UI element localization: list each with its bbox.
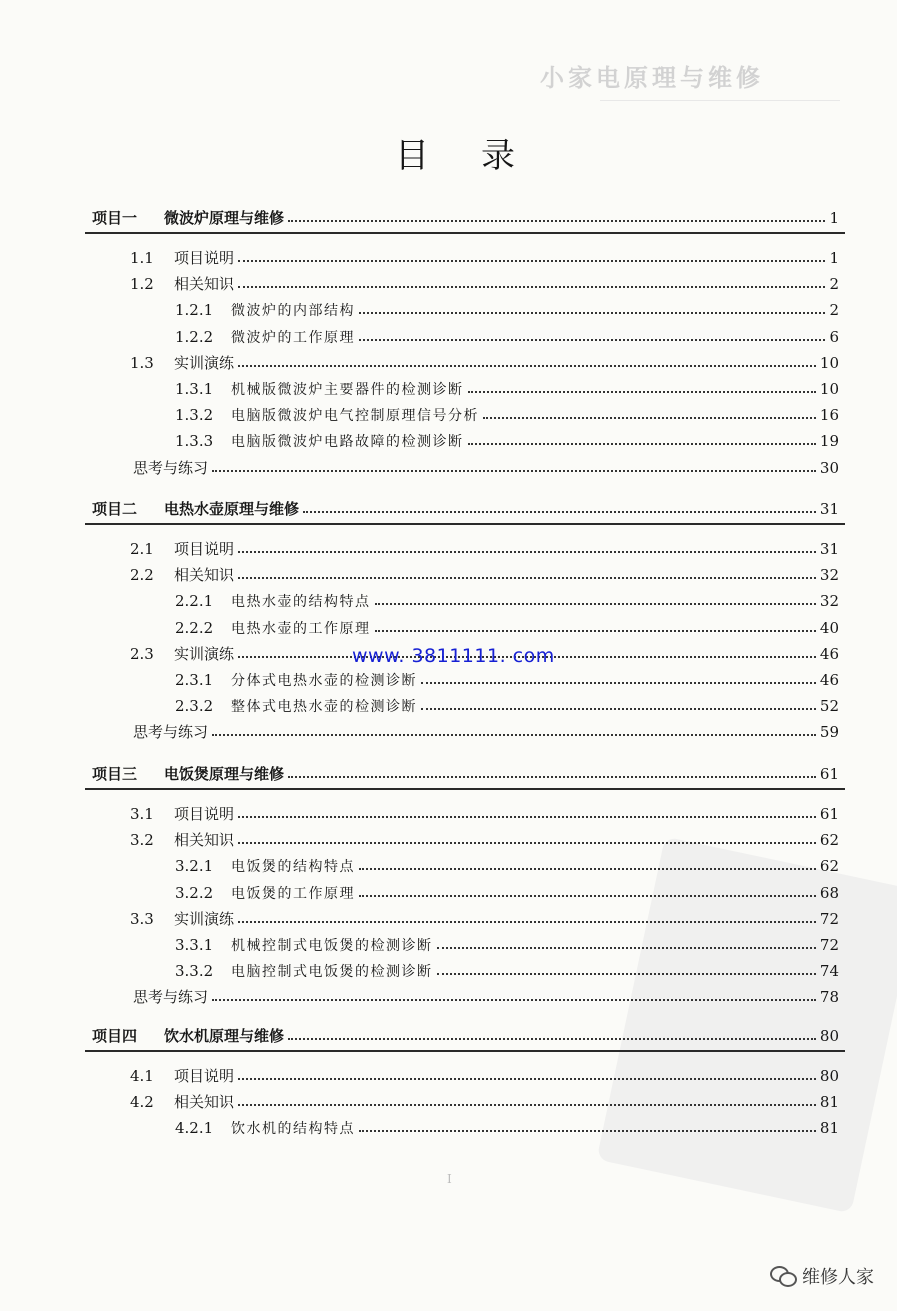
toc-number: 2.2.2	[175, 618, 214, 637]
toc-label	[133, 721, 208, 743]
toc-title: 思考与练习	[133, 723, 209, 742]
toc-label	[92, 207, 284, 229]
toc-section[interactable]	[0, 247, 897, 269]
toc-label	[130, 908, 234, 930]
toc-subsection[interactable]	[0, 934, 897, 956]
toc-number: 3.3.2	[175, 962, 214, 981]
toc-leader-dots	[238, 1078, 816, 1080]
toc-label	[175, 590, 371, 613]
toc-title: 饮水机的结构特点	[231, 1121, 355, 1138]
toc-page-number: 61	[819, 805, 839, 823]
toc-section[interactable]	[0, 564, 897, 586]
toc-page-number: 81	[819, 1093, 839, 1112]
toc-leader-dots	[212, 470, 816, 472]
toc-page-number: 80	[819, 1027, 839, 1045]
toc-project[interactable]	[0, 498, 897, 520]
toc-number: 项目四	[92, 1027, 138, 1045]
toc-title: 整体式电热水壶的检测诊断	[231, 699, 417, 716]
toc-title: 电热水壶的工作原理	[231, 620, 371, 637]
toc-number: 3.3.1	[175, 936, 214, 954]
toc-page-number: 61	[819, 765, 839, 783]
toc-number: 项目一	[92, 209, 138, 227]
toc-page-number: 59	[819, 723, 839, 742]
toc-number: 1.3.2	[175, 406, 214, 425]
toc-label	[130, 643, 234, 665]
toc-label	[92, 498, 299, 520]
toc-number: 3.3	[130, 909, 154, 928]
toc-title: 实训演练	[174, 909, 235, 928]
toc-exercise[interactable]	[0, 721, 897, 743]
toc-leader-dots	[288, 220, 825, 222]
toc-number: 3.2.1	[175, 857, 214, 876]
bleed-through-header: 小家电原理与维修	[540, 64, 764, 92]
page-title: 目录	[395, 136, 567, 176]
toc-page-number: 32	[819, 592, 839, 611]
toc-title: 相关知识	[174, 1093, 235, 1112]
toc-leader-dots	[212, 734, 816, 736]
toc-leader-dots	[468, 443, 816, 445]
toc-title: 相关知识	[174, 275, 235, 294]
toc-leader-dots	[359, 1130, 816, 1132]
toc-label	[175, 404, 479, 427]
toc-title: 项目说明	[174, 249, 235, 267]
toc-project[interactable]	[0, 1025, 897, 1047]
toc-leader-dots	[483, 417, 816, 419]
toc-title: 微波炉原理与维修	[164, 209, 285, 227]
toc-page-number: 74	[819, 962, 839, 981]
project-divider	[85, 788, 845, 790]
toc-number: 3.1	[130, 805, 154, 823]
toc-number: 2.3.2	[175, 697, 214, 716]
toc-label	[175, 299, 355, 322]
toc-page-number: 78	[819, 988, 839, 1007]
toc-label	[130, 247, 234, 269]
toc-page-number: 62	[819, 857, 839, 876]
toc-leader-dots	[238, 816, 816, 818]
toc-page-number: 1	[829, 249, 839, 267]
toc-label	[130, 273, 234, 295]
toc-label	[130, 1065, 234, 1087]
toc-title: 项目说明	[174, 805, 235, 823]
toc-label	[175, 695, 417, 718]
toc-title: 微波炉的内部结构	[231, 303, 355, 320]
wechat-icon	[770, 1266, 796, 1286]
toc-page-number: 6	[829, 327, 839, 346]
toc-title: 项目说明	[174, 1067, 235, 1085]
toc-leader-dots	[468, 391, 816, 393]
wechat-watermark	[770, 1263, 874, 1289]
toc-number: 1.3.3	[175, 432, 214, 451]
toc-page-number: 81	[819, 1119, 839, 1138]
toc-page-number: 1	[829, 209, 839, 227]
toc-page-number: 10	[819, 380, 839, 398]
toc-section[interactable]	[0, 908, 897, 930]
toc-section[interactable]	[0, 1065, 897, 1087]
toc-title: 电饭煲的工作原理	[231, 885, 355, 902]
toc-label	[92, 763, 284, 785]
toc-page-number: 10	[819, 353, 839, 372]
toc-label	[175, 855, 355, 878]
toc-subsection[interactable]	[0, 695, 897, 717]
toc-label	[133, 457, 208, 479]
toc-number: 项目三	[92, 765, 138, 783]
toc-leader-dots	[421, 682, 816, 684]
toc-page-number: 72	[819, 909, 839, 928]
toc-title: 电饭煲原理与维修	[164, 765, 285, 783]
toc-label	[175, 378, 464, 401]
toc-project[interactable]	[0, 763, 897, 785]
toc-title: 相关知识	[174, 831, 235, 850]
toc-page-number: 2	[829, 301, 839, 320]
toc-label	[133, 986, 208, 1008]
toc-label	[130, 538, 234, 560]
toc-section[interactable]	[0, 273, 897, 295]
toc-subsection[interactable]	[0, 617, 897, 639]
toc-label	[130, 803, 234, 825]
toc-label	[175, 882, 355, 905]
toc-title: 相关知识	[174, 566, 235, 585]
toc-label	[175, 326, 355, 349]
toc-number: 2.2	[130, 566, 154, 585]
toc-label	[175, 430, 464, 453]
wechat-label: 维修人家	[802, 1267, 874, 1288]
toc-page-number: 31	[819, 540, 839, 558]
toc-label	[175, 960, 433, 983]
toc-number: 1.2.1	[175, 301, 214, 320]
toc-title: 电饭煲的结构特点	[231, 859, 355, 876]
toc-label	[92, 1025, 284, 1047]
toc-page-number: 52	[819, 697, 839, 716]
toc-number: 4.2	[130, 1093, 154, 1112]
toc-title: 电热水壶原理与维修	[164, 500, 300, 518]
toc-page-number: 72	[819, 936, 839, 954]
toc-number: 1.3.1	[175, 380, 214, 398]
toc-number: 1.3	[130, 353, 154, 372]
toc-leader-dots	[238, 551, 816, 553]
toc-number: 1.2.2	[175, 327, 214, 346]
toc-leader-dots	[359, 895, 816, 897]
toc-leader-dots	[238, 260, 825, 262]
toc-number: 3.2.2	[175, 883, 214, 902]
toc-leader-dots	[238, 1104, 816, 1106]
toc-subsection[interactable]	[0, 378, 897, 400]
toc-subsection[interactable]	[0, 299, 897, 321]
toc-number: 2.1	[130, 540, 154, 558]
toc-page-number: 32	[819, 566, 839, 585]
project-divider	[85, 523, 845, 525]
toc-number: 3.2	[130, 831, 154, 850]
toc-leader-dots	[359, 868, 816, 870]
toc-number: 2.2.1	[175, 592, 214, 611]
toc-subsection[interactable]	[0, 669, 897, 691]
toc-label	[175, 669, 417, 692]
toc-number: 4.2.1	[175, 1119, 214, 1138]
toc-leader-dots	[238, 286, 825, 288]
toc-leader-dots	[212, 999, 816, 1001]
toc-page-number: 80	[819, 1067, 839, 1085]
toc-title: 饮水机原理与维修	[164, 1027, 285, 1045]
toc-leader-dots	[437, 973, 816, 975]
toc-label	[130, 564, 234, 586]
toc-title: 电热水壶的结构特点	[231, 594, 371, 611]
toc-subsection[interactable]	[0, 590, 897, 612]
toc-subsection[interactable]	[0, 326, 897, 348]
toc-number: 1.2	[130, 275, 154, 294]
toc-page-number: 62	[819, 831, 839, 850]
toc-exercise[interactable]	[0, 986, 897, 1008]
toc-leader-dots	[359, 339, 825, 341]
toc-section[interactable]	[0, 538, 897, 560]
toc-subsection[interactable]	[0, 404, 897, 426]
toc-leader-dots	[238, 577, 816, 579]
toc-exercise[interactable]	[0, 457, 897, 479]
toc-page-number: 31	[819, 500, 839, 518]
toc-number: 2.3.1	[175, 671, 214, 689]
toc-subsection[interactable]	[0, 855, 897, 877]
toc-label	[175, 1117, 355, 1140]
toc-leader-dots	[375, 603, 816, 605]
toc-page-number: 40	[819, 618, 839, 637]
toc-leader-dots	[238, 921, 816, 923]
toc-project[interactable]	[0, 207, 897, 229]
toc-title: 机械版微波炉主要器件的检测诊断	[231, 382, 464, 398]
toc-title: 思考与练习	[133, 458, 209, 477]
toc-page-number: 68	[819, 883, 839, 902]
toc-number: 1.1	[130, 249, 154, 267]
toc-title: 项目说明	[174, 540, 235, 558]
toc-title: 电脑控制式电饭煲的检测诊断	[231, 964, 433, 981]
toc-title: 思考与练习	[133, 988, 209, 1007]
project-divider	[85, 232, 845, 234]
toc-page-number: 46	[819, 644, 839, 663]
toc-title: 实训演练	[174, 353, 235, 372]
toc-section[interactable]	[0, 1091, 897, 1113]
toc-title: 机械控制式电饭煲的检测诊断	[231, 938, 433, 954]
page-number: I	[447, 1172, 452, 1186]
toc-label	[175, 617, 371, 640]
toc-page-number: 2	[829, 275, 839, 294]
toc-subsection[interactable]	[0, 430, 897, 452]
toc-leader-dots	[421, 708, 816, 710]
toc-label	[130, 1091, 234, 1113]
toc-leader-dots	[437, 947, 816, 949]
toc-number: 项目二	[92, 500, 138, 518]
toc-leader-dots	[359, 312, 825, 314]
toc-leader-dots	[375, 630, 816, 632]
toc-label	[175, 934, 433, 957]
toc-leader-dots	[238, 365, 816, 367]
toc-title: 实训演练	[174, 644, 235, 663]
toc-page-number: 46	[819, 671, 839, 689]
toc-number: 4.1	[130, 1067, 154, 1085]
toc-title: 电脑版微波炉电气控制原理信号分析	[231, 408, 479, 425]
toc-leader-dots	[303, 511, 816, 513]
toc-leader-dots	[288, 776, 816, 778]
toc-title: 微波炉的工作原理	[231, 329, 355, 346]
toc-page-number: 16	[819, 406, 839, 425]
toc-subsection[interactable]	[0, 882, 897, 904]
toc-section[interactable]	[0, 829, 897, 851]
toc-page-number: 19	[819, 432, 839, 451]
toc-subsection[interactable]	[0, 960, 897, 982]
toc-section[interactable]	[0, 352, 897, 374]
toc-label	[130, 352, 234, 374]
toc-leader-dots	[288, 1038, 816, 1040]
toc-section[interactable]	[0, 803, 897, 825]
toc-title: 分体式电热水壶的检测诊断	[231, 673, 417, 689]
project-divider	[85, 1050, 845, 1052]
watermark-url: www. 3811111. com	[352, 645, 555, 667]
toc-leader-dots	[238, 842, 816, 844]
toc-subsection[interactable]	[0, 1117, 897, 1139]
toc-title: 电脑版微波炉电路故障的检测诊断	[231, 434, 464, 451]
toc-number: 2.3	[130, 644, 154, 663]
toc-label	[130, 829, 234, 851]
toc-page-number: 30	[819, 458, 839, 477]
